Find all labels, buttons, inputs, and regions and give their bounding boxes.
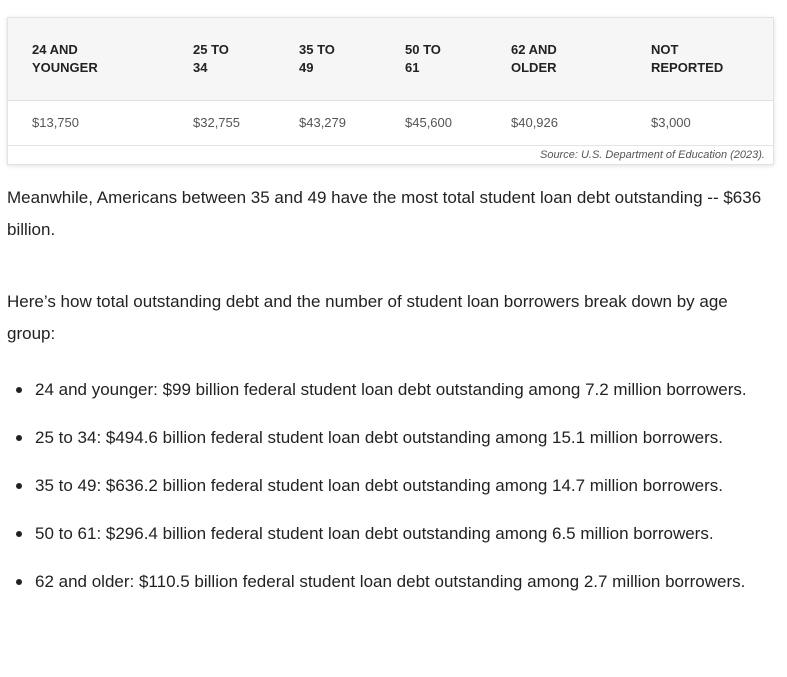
list-item	[7, 422, 779, 454]
table-cell: $45,600	[405, 115, 452, 130]
bullet-icon	[16, 387, 22, 393]
age-group-bullet-list	[7, 374, 779, 614]
table-cell: $3,000	[651, 115, 691, 130]
table-header-cell: 24 AND YOUNGER	[32, 42, 98, 75]
table-cell: $40,926	[511, 115, 558, 130]
table-cell: $32,755	[193, 115, 240, 130]
table-cell: $13,750	[32, 115, 79, 130]
table-divider	[8, 145, 773, 146]
table-header-cell: 25 TO 34	[193, 42, 229, 75]
list-item	[7, 470, 779, 502]
table-header-cell: NOT REPORTED	[651, 42, 724, 75]
bullet-icon	[16, 531, 22, 537]
table-header-cell: 62 AND OLDER	[511, 42, 557, 75]
bullet-icon	[16, 579, 22, 585]
table-cell: $43,279	[299, 115, 346, 130]
list-item-text: 35 to 49: $636.2 billion federal student loan debt outstanding among 14.7 million borrowers.	[35, 476, 724, 495]
list-item-text: 24 and younger: $99 billion federal student loan debt outstanding among 7.2 million borrowers.	[35, 380, 747, 399]
table-header-cell: 35 TO 49	[299, 42, 335, 75]
paragraph-most-debt: Meanwhile, Americans between 35 and 49 have the most total student loan debt outstanding -- $636 billion.	[7, 188, 762, 239]
table-header-cell: 50 TO 61	[405, 42, 441, 75]
debt-by-age-table	[7, 17, 774, 165]
paragraph-breakdown-intro: Here’s how total outstanding debt and the number of student loan borrowers break down by age group:	[7, 292, 728, 343]
list-item-text: 25 to 34: $494.6 billion federal student loan debt outstanding among 15.1 million borrowers.	[35, 428, 724, 447]
bullet-icon	[16, 435, 22, 441]
list-item	[7, 518, 779, 550]
table-source-note: Source: U.S. Department of Education (2023).	[539, 149, 765, 161]
list-item-text: 62 and older: $110.5 billion federal student loan debt outstanding among 2.7 million borrowers.	[35, 572, 746, 591]
table-header-row	[8, 18, 773, 101]
list-item-text: 50 to 61: $296.4 billion federal student loan debt outstanding among 6.5 million borrowers.	[35, 524, 714, 543]
list-item	[7, 566, 779, 598]
list-item	[7, 374, 779, 406]
bullet-icon	[16, 483, 22, 489]
